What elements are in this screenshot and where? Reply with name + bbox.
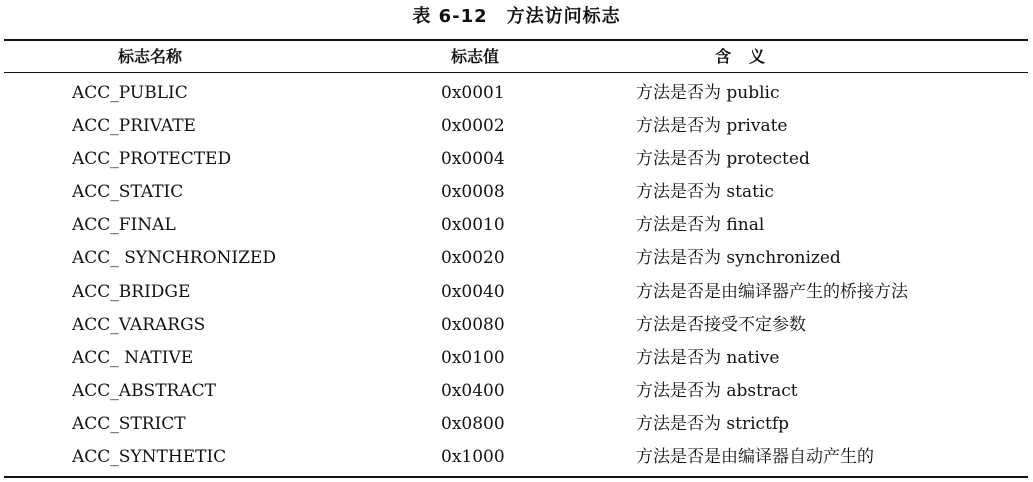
table-row: [0, 242, 1033, 275]
flag-value-cell: 0x1000: [441, 447, 505, 468]
flag-meaning-cell: 方法是否是由编译器产生的桥接方法: [636, 281, 908, 302]
flag-meaning-cell: 方法是否为 protected: [636, 149, 810, 170]
flag-name-cell: ACC_STATIC: [72, 182, 184, 203]
table-row: [0, 441, 1033, 474]
flag-value-cell: 0x0100: [441, 347, 505, 368]
flag-meaning-cell: 方法是否为 native: [636, 347, 780, 368]
flag-value-cell: 0x0004: [441, 149, 505, 170]
table-row: [0, 276, 1033, 309]
flag-value-cell: 0x0001: [441, 83, 505, 103]
flag-name-cell: ACC_VARARGS: [72, 314, 206, 335]
header-flag-name: 标志名称: [117, 47, 182, 66]
flag-meaning-cell: 方法是否接受不定参数: [636, 314, 806, 335]
table-top-rule: [4, 39, 1028, 41]
header-meaning: 含义: [714, 47, 783, 66]
flag-value-cell: 0x0002: [441, 116, 505, 137]
flag-name-cell: ACC_ NATIVE: [72, 347, 194, 368]
header-flag-value: 标志值: [450, 47, 499, 66]
flag-name-cell: ACC_FINAL: [72, 215, 176, 236]
table-row: [0, 110, 1033, 143]
flag-name-cell: ACC_ABSTRACT: [72, 380, 216, 401]
flag-name-cell: ACC_BRIDGE: [72, 281, 191, 302]
flag-meaning-cell: 方法是否为 synchronized: [636, 248, 841, 269]
flag-meaning-cell: 方法是否为 strictfp: [636, 413, 790, 434]
flag-value-cell: 0x0010: [441, 215, 505, 236]
table-row: [0, 309, 1033, 342]
table-row: [0, 143, 1033, 176]
flag-meaning-cell: 方法是否为 abstract: [636, 380, 798, 401]
table-caption: 表 6-12 方法访问标志: [412, 6, 621, 27]
table-body: [0, 77, 1033, 474]
flag-value-cell: 0x0008: [441, 182, 505, 203]
flag-value-cell: 0x0400: [441, 380, 505, 401]
flag-name-cell: ACC_SYNTHETIC: [72, 447, 227, 468]
table-row: [0, 176, 1033, 209]
table-row: [0, 408, 1033, 441]
table-row: [0, 342, 1033, 375]
table-header: [0, 43, 1033, 71]
table-row: [0, 77, 1033, 110]
table-row: [0, 209, 1033, 242]
flag-value-cell: 0x0800: [441, 413, 505, 434]
flag-name-cell: ACC_PRIVATE: [72, 116, 196, 137]
flag-name-cell: ACC_STRICT: [72, 413, 186, 434]
flag-value-cell: 0x0040: [441, 281, 505, 302]
flag-name-cell: ACC_PUBLIC: [72, 83, 188, 103]
table-header-rule: [4, 72, 1028, 73]
table-bottom-rule: [4, 476, 1028, 478]
table-row: [0, 375, 1033, 408]
flag-meaning-cell: 方法是否是由编译器自动产生的: [636, 447, 874, 468]
flag-value-cell: 0x0080: [441, 314, 505, 335]
flag-meaning-cell: 方法是否为 static: [636, 182, 774, 203]
flag-meaning-cell: 方法是否为 final: [636, 215, 765, 236]
flag-name-cell: ACC_PROTECTED: [72, 149, 232, 170]
flag-name-cell: ACC_ SYNCHRONIZED: [72, 248, 276, 269]
flag-meaning-cell: 方法是否为 private: [636, 116, 788, 137]
flag-value-cell: 0x0020: [441, 248, 505, 269]
flag-meaning-cell: 方法是否为 public: [636, 83, 780, 103]
